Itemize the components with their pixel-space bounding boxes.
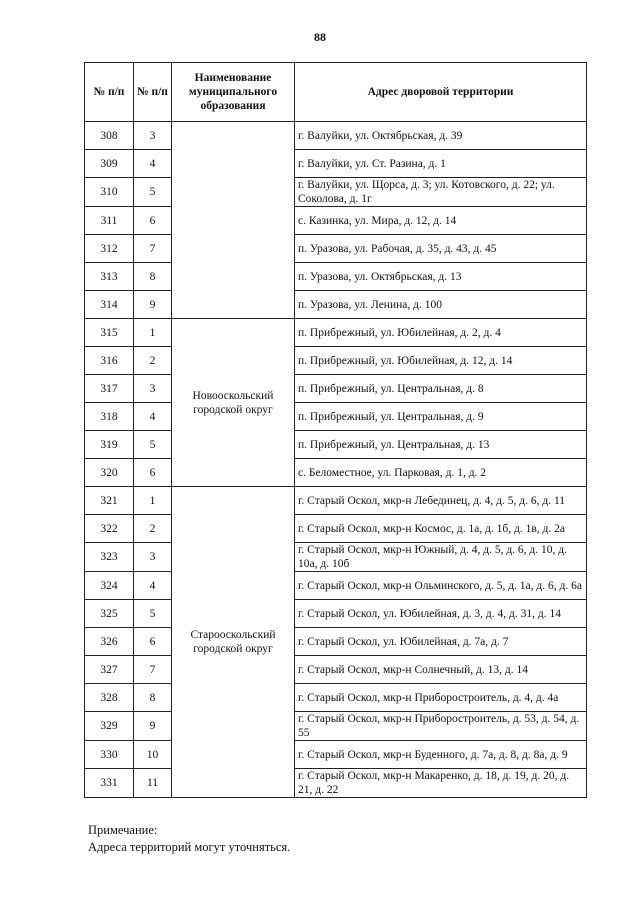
- row-number: 322: [85, 515, 134, 543]
- table-row: [85, 459, 587, 487]
- table-row: [85, 178, 587, 207]
- address-cell: г. Старый Оскол, мкр-н Приборостроитель, д. 53, д. 54, д. 55: [295, 712, 587, 741]
- header-sub-num: № п/п: [134, 63, 172, 122]
- table-row: [85, 628, 587, 656]
- row-number: 314: [85, 291, 134, 319]
- row-number: 315: [85, 319, 134, 347]
- row-number: 328: [85, 684, 134, 712]
- row-number: 327: [85, 656, 134, 684]
- address-cell: п. Уразова, ул. Ленина, д. 100: [295, 291, 587, 319]
- table-row: [85, 431, 587, 459]
- address-cell: п. Прибрежный, ул. Центральная, д. 13: [295, 431, 587, 459]
- address-cell: г. Валуйки, ул. Щорса, д. 3; ул. Котовского, д. 22; ул. Соколова, д. 1г: [295, 178, 587, 207]
- address-cell: г. Старый Оскол, мкр-н Лебединец, д. 4, д. 5, д. 6, д. 11: [295, 487, 587, 515]
- row-number: 312: [85, 235, 134, 263]
- table-row: [85, 487, 587, 515]
- table-row: [85, 572, 587, 600]
- row-number: 317: [85, 375, 134, 403]
- table-row: [85, 150, 587, 178]
- address-cell: п. Уразова, ул. Рабочая, д. 35, д. 43, д. 45: [295, 235, 587, 263]
- row-sub-number: 10: [134, 741, 172, 769]
- address-cell: г. Старый Оскол, мкр-н Южный, д. 4, д. 5, д. 6, д. 10, д. 10а, д. 10б: [295, 543, 587, 572]
- address-table: [84, 62, 587, 798]
- note-title: Примечание:: [88, 823, 158, 837]
- table-row: [85, 769, 587, 798]
- address-cell: г. Старый Оскол, мкр-н Космос, д. 1а, д. 1б, д. 1в, д. 2а: [295, 515, 587, 543]
- address-cell: с. Беломестное, ул. Парковая, д. 1, д. 2: [295, 459, 587, 487]
- row-number: 326: [85, 628, 134, 656]
- table-row: [85, 291, 587, 319]
- row-number: 310: [85, 178, 134, 207]
- row-sub-number: 9: [134, 291, 172, 319]
- address-cell: п. Уразова, ул. Октябрьская, д. 13: [295, 263, 587, 291]
- row-number: 309: [85, 150, 134, 178]
- row-sub-number: 1: [134, 319, 172, 347]
- municipality-cell: Новооскольский городской округ: [172, 319, 295, 487]
- address-cell: п. Прибрежный, ул. Юбилейная, д. 2, д. 4: [295, 319, 587, 347]
- row-sub-number: 7: [134, 656, 172, 684]
- table-header-row: [85, 63, 587, 122]
- address-cell: п. Прибрежный, ул. Центральная, д. 9: [295, 403, 587, 431]
- table-row: [85, 515, 587, 543]
- table-row: [85, 375, 587, 403]
- row-sub-number: 2: [134, 347, 172, 375]
- address-cell: г. Валуйки, ул. Ст. Разина, д. 1: [295, 150, 587, 178]
- table-body: [85, 122, 587, 798]
- address-cell: г. Старый Оскол, ул. Юбилейная, д. 7а, д. 7: [295, 628, 587, 656]
- row-sub-number: 8: [134, 263, 172, 291]
- row-sub-number: 7: [134, 235, 172, 263]
- table-row: [85, 263, 587, 291]
- row-sub-number: 4: [134, 403, 172, 431]
- row-number: 318: [85, 403, 134, 431]
- address-cell: г. Старый Оскол, мкр-н Солнечный, д. 13, д. 14: [295, 656, 587, 684]
- municipality-cell: [172, 122, 295, 319]
- page-number: 88: [314, 30, 326, 44]
- row-sub-number: 5: [134, 178, 172, 207]
- address-cell: г. Старый Оскол, мкр-н Буденного, д. 7а, д. 8, д. 8а, д. 9: [295, 741, 587, 769]
- row-number: 320: [85, 459, 134, 487]
- row-sub-number: 3: [134, 122, 172, 150]
- row-number: 313: [85, 263, 134, 291]
- table-row: [85, 600, 587, 628]
- row-number: 330: [85, 741, 134, 769]
- row-number: 329: [85, 712, 134, 741]
- table-row: [85, 684, 587, 712]
- row-number: 324: [85, 572, 134, 600]
- address-cell: п. Прибрежный, ул. Юбилейная, д. 12, д. 14: [295, 347, 587, 375]
- header-municipality: Наименование муниципального образования: [172, 63, 295, 122]
- row-sub-number: 11: [134, 769, 172, 798]
- row-number: 308: [85, 122, 134, 150]
- table-row: [85, 235, 587, 263]
- address-cell: г. Старый Оскол, ул. Юбилейная, д. 3, д. 4, д. 31, д. 14: [295, 600, 587, 628]
- address-cell: г. Валуйки, ул. Октябрьская, д. 39: [295, 122, 587, 150]
- address-cell: г. Старый Оскол, мкр-н Ольминского, д. 5, д. 1а, д. 6, д. 6а: [295, 572, 587, 600]
- row-sub-number: 6: [134, 207, 172, 235]
- row-number: 316: [85, 347, 134, 375]
- row-sub-number: 5: [134, 431, 172, 459]
- row-sub-number: 4: [134, 572, 172, 600]
- table-row: [85, 207, 587, 235]
- table-row: [85, 347, 587, 375]
- row-number: 331: [85, 769, 134, 798]
- address-cell: п. Прибрежный, ул. Центральная, д. 8: [295, 375, 587, 403]
- row-number: 321: [85, 487, 134, 515]
- row-sub-number: 5: [134, 600, 172, 628]
- table-row: [85, 122, 587, 150]
- note: [88, 822, 290, 856]
- row-number: 325: [85, 600, 134, 628]
- row-sub-number: 6: [134, 628, 172, 656]
- row-sub-number: 4: [134, 150, 172, 178]
- header-address: Адрес дворовой территории: [295, 63, 587, 122]
- table-row: [85, 656, 587, 684]
- table-row: [85, 712, 587, 741]
- address-cell: с. Казинка, ул. Мира, д. 12, д. 14: [295, 207, 587, 235]
- table-row: [85, 543, 587, 572]
- row-sub-number: 2: [134, 515, 172, 543]
- row-sub-number: 3: [134, 375, 172, 403]
- table-row: [85, 741, 587, 769]
- row-sub-number: 3: [134, 543, 172, 572]
- note-text: Адреса территорий могут уточняться.: [88, 840, 291, 854]
- municipality-cell: Старооскольский городской округ: [172, 487, 295, 798]
- row-number: 311: [85, 207, 134, 235]
- row-sub-number: 6: [134, 459, 172, 487]
- row-sub-number: 8: [134, 684, 172, 712]
- address-cell: г. Старый Оскол, мкр-н Приборостроитель, д. 4, д. 4а: [295, 684, 587, 712]
- table-row: [85, 403, 587, 431]
- row-number: 319: [85, 431, 134, 459]
- address-cell: г. Старый Оскол, мкр-н Макаренко, д. 18, д. 19, д. 20, д. 21, д. 22: [295, 769, 587, 798]
- row-number: 323: [85, 543, 134, 572]
- row-sub-number: 9: [134, 712, 172, 741]
- table-row: [85, 319, 587, 347]
- row-sub-number: 1: [134, 487, 172, 515]
- header-num: № п/п: [85, 63, 134, 122]
